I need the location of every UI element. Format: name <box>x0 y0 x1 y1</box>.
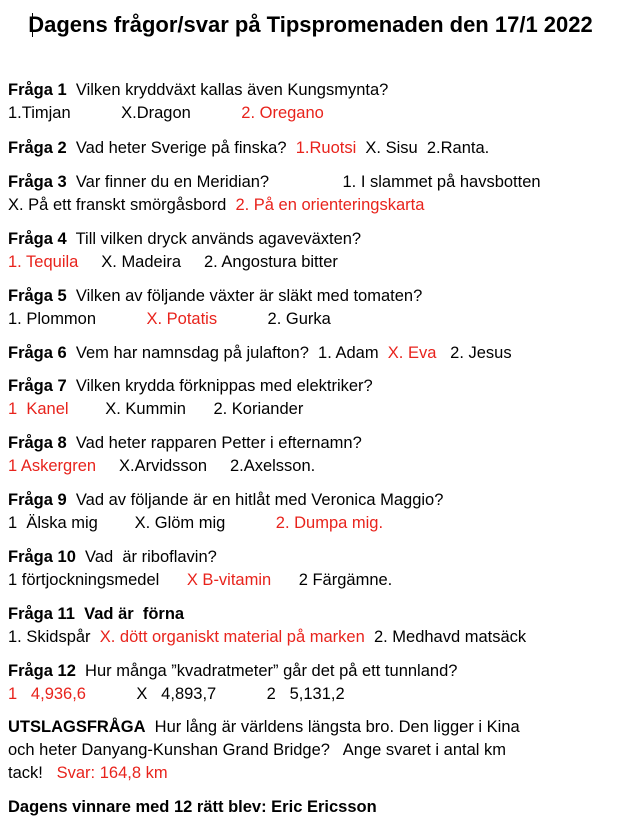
option-1-correct: 1 Kanel <box>8 400 69 418</box>
option-1-correct: 1 4,936,6 <box>8 685 86 703</box>
question-label: Fråga 5 <box>8 287 67 305</box>
question-5 <box>8 285 618 331</box>
option-2: 2. Medhavd matsäck <box>373 628 527 646</box>
option-2: 2. Angostura bitter <box>203 253 338 271</box>
question-label: Fråga 2 <box>8 139 67 157</box>
question-10 <box>8 546 618 592</box>
question-text: Var finner du en Meridian? <box>75 173 270 191</box>
tiebreaker-label: UTSLAGSFRÅGA <box>8 718 146 736</box>
question-text: Hur många ”kvadratmeter” går det på ett tunnland? <box>85 662 458 680</box>
question-text: Vad av följande är en hitlåt med Veronica Maggio? <box>75 491 444 509</box>
option-2: 2.Ranta. <box>426 139 490 157</box>
option-2-correct: 2. Dumpa mig. <box>275 514 384 532</box>
option-x: X. Kummin <box>105 400 186 418</box>
question-1 <box>8 79 618 125</box>
tiebreaker-answer: Svar: 164,8 km <box>56 764 168 782</box>
question-8 <box>8 432 618 478</box>
question-text: Vilken kryddväxt kallas även Kungsmynta? <box>75 81 389 99</box>
option-1-correct: 1. Tequila <box>8 253 79 271</box>
question-7 <box>8 375 618 421</box>
question-text: Vad är riboflavin? <box>85 548 217 566</box>
option-x: X 4,893,7 <box>136 685 217 703</box>
option-1: 1 Älska mig <box>8 514 98 532</box>
question-9 <box>8 489 618 535</box>
question-text: Vilken krydda förknippas med elektriker? <box>75 377 373 395</box>
question-2 <box>8 137 618 160</box>
question-label: Fråga 7 <box>8 377 67 395</box>
tiebreaker-text-line2: och heter Danyang-Kunshan Grand Bridge? Ange svaret i antal km <box>8 741 507 759</box>
winner-text: Dagens vinnare med 12 rätt blev: Eric Ericsson <box>8 798 377 816</box>
option-2-correct: 2. På en orienteringskarta <box>235 196 425 214</box>
option-1: 1 förtjockningsmedel <box>8 571 160 589</box>
question-label: Fråga 12 <box>8 662 76 680</box>
question-label: Fråga 11 <box>8 605 75 623</box>
option-x-correct: X. Potatis <box>146 310 218 328</box>
question-text: Vad heter rapparen Petter i efternamn? <box>75 434 362 452</box>
question-text: Till vilken dryck används agaveväxten? <box>75 230 362 248</box>
page-title: Dagens frågor/svar på Tipspromenaden den 17/1 2022 <box>28 12 593 37</box>
option-x: X. På ett franskt smörgåsbord <box>8 196 227 214</box>
question-4 <box>8 228 618 274</box>
question-text: Vad heter Sverige på finska? <box>75 139 287 157</box>
question-6 <box>8 342 618 365</box>
option-1: 1. I slammet på havsbotten <box>342 173 541 191</box>
option-1: 1. Adam <box>318 344 379 362</box>
question-text: Vad är förna <box>84 605 185 623</box>
option-x: X. Madeira <box>101 253 182 271</box>
question-3 <box>8 171 618 217</box>
question-label: Fråga 1 <box>8 81 67 99</box>
option-2: 2 5,131,2 <box>266 685 345 703</box>
option-2-correct: 2. Oregano <box>241 104 324 122</box>
question-11 <box>8 603 618 649</box>
option-1-correct: 1 Askergren <box>8 457 97 475</box>
tiebreaker-text-line3: tack! <box>8 764 43 782</box>
question-label: Fråga 9 <box>8 491 67 509</box>
option-2: 2. Koriander <box>213 400 304 418</box>
question-text: Vem har namnsdag på julafton? <box>75 344 309 362</box>
question-label: Fråga 6 <box>8 344 67 362</box>
option-2: 2 Färgämne. <box>298 571 393 589</box>
option-1: 1. Skidspår <box>8 628 91 646</box>
question-label: Fråga 10 <box>8 548 76 566</box>
option-x: X.Arvidsson <box>118 457 208 475</box>
question-text: Vilken av följande växter är släkt med tomaten? <box>75 287 423 305</box>
option-x: X.Dragon <box>121 104 191 122</box>
question-12 <box>8 660 618 706</box>
option-2: 2.Axelsson. <box>229 457 316 475</box>
option-x: X. Glöm mig <box>134 514 226 532</box>
question-label: Fråga 3 <box>8 173 67 191</box>
option-x-correct: X. Eva <box>387 344 437 362</box>
tiebreaker-text-line1: Hur lång är världens längsta bro. Den ligger i Kina <box>154 718 520 736</box>
option-x: X. Sisu <box>365 139 418 157</box>
option-2: 2. Jesus <box>450 344 512 362</box>
question-label: Fråga 4 <box>8 230 67 248</box>
option-x-correct: X. dött organiskt material på marken <box>99 628 365 646</box>
question-label: Fråga 8 <box>8 434 67 452</box>
option-2: 2. Gurka <box>267 310 331 328</box>
option-x-correct: X B-vitamin <box>186 571 272 589</box>
option-1: 1. Plommon <box>8 310 97 328</box>
tiebreaker-question <box>8 716 618 785</box>
winner-line <box>8 796 618 819</box>
option-1: 1.Timjan <box>8 104 71 122</box>
option-1-correct: 1.Ruotsi <box>295 139 357 157</box>
